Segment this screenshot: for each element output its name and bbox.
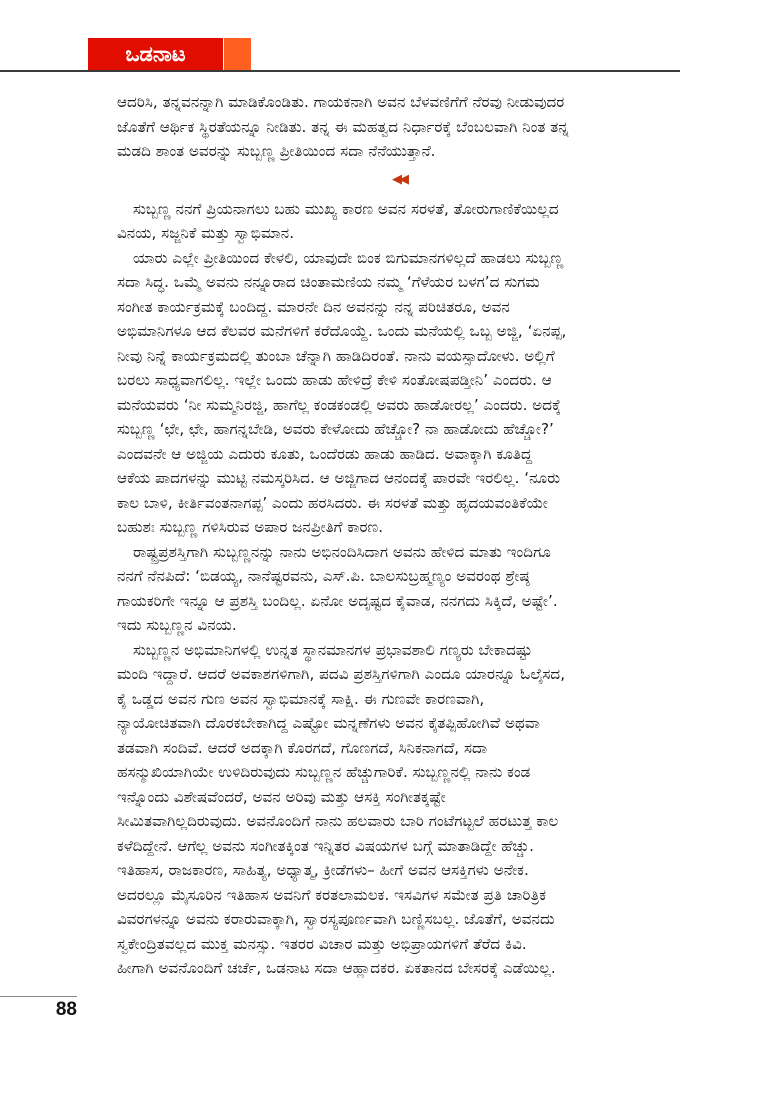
text-line: ಸುಬ್ಬಣ್ಣನ ಅಭಿಮಾನಿಗಳಲ್ಲಿ ಉನ್ನತ ಸ್ಥಾನಮಾನಗಳ ಪ್ರಭಾವಶಾಲಿ ಗಣ್ಯರು ಬೇಕಾದಷ್ಟು — [133, 640, 533, 659]
text-line: ಯಾರು ಎಲ್ಲೇ ಪ್ರೀತಿಯಿಂದ ಕೇಳಲಿ, ಯಾವುದೇ ಬಿಂಕ ಬಿಗುಮಾನಗಳಿಲ್ಲದೆ ಹಾಡಲು ಸುಬ್ಬಣ್ಣ — [133, 248, 564, 267]
text-line: ಹೀಗಾಗಿ ಅವನೊಂದಿಗೆ ಚರ್ಚೆ, ಒಡನಾಟ ಸದಾ ಆಹ್ಲಾದಕರ. ಏಕತಾನದ ಬೇಸರಕ್ಕೆ ಎಡೆಯಿಲ್ಲ. — [117, 959, 556, 977]
text-line: ನನಗೆ ನೆನಪಿದೆ: ‘ಬಿಡಯ್ಯ, ನಾನೆಷ್ಟರವನು, ಎಸ್.ಪಿ. ಬಾಲಸುಬ್ರಹ್ಮಣ್ಯಂ ಅವರಂಥ ಶ್ರೇಷ್ಠ — [117, 567, 530, 585]
text-line: ಬರಲು ಸಾಧ್ಯವಾಗಲಿಲ್ಲ. ಇಲ್ಲೇ ಒಂದು ಹಾಡು ಹೇಳಿದ್ರೆ ಕೇಳಿ ಸಂತೋಷಪಡ್ತೀನಿ’ ಎಂದರು. ಆ — [117, 371, 552, 389]
text-line: ಜೊತೆಗೆ ಆರ್ಥಿಕ ಸ್ಥಿರತೆಯನ್ನೂ ನೀಡಿತು. ತನ್ನ ಈ ಮಹತ್ವದ ನಿರ್ಧಾರಕ್ಕೆ ಬೆಂಬಲವಾಗಿ ನಿಂತ ತನ್ನ — [117, 117, 569, 136]
text-line: ಮಡದಿ ಶಾಂತ ಅವರನ್ನು ಸುಬ್ಬಣ್ಣ ಪ್ರೀತಿಯಿಂದ ಸದಾ ನೆನೆಯುತ್ತಾನೆ. — [117, 142, 436, 160]
text-line: ಕೈ ಒಡ್ಡದ ಅವನ ಗುಣ ಅವನ ಸ್ವಾಭಿಮಾನಕ್ಕೆ ಸಾಕ್ಷಿ. ಈ ಗುಣವೇ ಕಾರಣವಾಗಿ, — [117, 689, 485, 708]
text-line: ವಿವರಗಳನ್ನೂ ಅವನು ಕರಾರುವಾಕ್ಕಾಗಿ, ಸ್ವಾರಸ್ಯಪೂರ್ಣವಾಗಿ ಬಣ್ಣಿಸಬಲ್ಲ. ಜೊತೆಗೆ, ಅವನದು — [117, 910, 555, 928]
text-line: ವಿನಯ, ಸಜ್ಜನಿಕೆ ಮತ್ತು ಸ್ವಾಭಿಮಾನ. — [117, 224, 295, 242]
text-line: ಅಭಿಮಾನಿಗಳೂ ಆದ ಕೆಲವರ ಮನೆಗಳಿಗೆ ಕರೆದೊಯ್ದೆ. ಒಂದು ಮನೆಯಲ್ಲಿ ಒಬ್ಬ ಅಜ್ಜಿ, ‘ಏನಪ್ಪ, — [117, 322, 567, 340]
header-accent-block — [224, 38, 251, 71]
paragraph — [117, 197, 677, 246]
text-line: ಸುಬ್ಬಣ್ಣ ನನಗೆ ಪ್ರಿಯನಾಗಲು ಬಹು ಮುಖ್ಯ ಕಾರಣ ಅವನ ಸರಳತೆ, ತೋರುಗಾಣಿಕೆಯಿಲ್ಲದ — [133, 199, 559, 218]
text-line: ಅದರಲ್ಲೂ ಮೈಸೂರಿನ ಇತಿಹಾಸ ಅವನಿಗೆ ಕರತಲಾಮಲಕ. ಇಸವಿಗಳ ಸಮೇತ ಪ್ರತಿ ಚಾರಿತ್ರಿಕ — [117, 885, 547, 904]
text-line: ಆಕೆಯ ಪಾದಗಳನ್ನು ಮುಟ್ಟಿ ನಮಸ್ಕರಿಸಿದ. ಆ ಅಜ್ಜಿಗಾದ ಆನಂದಕ್ಕೆ ಪಾರವೇ ಇರಲಿಲ್ಲ. ‘ನೂರು — [117, 469, 561, 487]
text-line: ಸಂಗೀತ ಕಾರ್ಯಕ್ರಮಕ್ಕೆ ಬಂದಿದ್ದ. ಮಾರನೇ ದಿನ ಅವನನ್ನು ನನ್ನ ಪರಿಚಿತರೂ, ಅವನ — [117, 297, 510, 316]
section-title: ಒಡನಾಟ — [125, 42, 186, 66]
section-title-tab — [88, 38, 223, 71]
paragraph — [117, 90, 677, 164]
text-line: ನೀವು ನಿನ್ನೆ ಕಾರ್ಯಕ್ರಮದಲ್ಲಿ ತುಂಬಾ ಚೆನ್ನಾಗಿ ಹಾಡಿದಿರಂತೆ. ನಾನು ವಯಸ್ಸಾದೋಳು. ಅಲ್ಲಿಗೆ — [117, 346, 555, 365]
text-line: ಇನ್ನೊಂದು ವಿಶೇಷವೆಂದರೆ, ಅವನ ಅರಿವು ಮತ್ತು ಆಸಕ್ತಿ ಸಂಗೀತಕ್ಕಷ್ಟೇ — [117, 787, 446, 806]
footer-rule — [0, 996, 77, 997]
text-line: ಮಂದಿ ಇದ್ದಾರೆ. ಆದರೆ ಅವಕಾಶಗಳಿಗಾಗಿ, ಪದವಿ ಪ್ರಶಸ್ತಿಗಳಿಗಾಗಿ ಎಂದೂ ಯಾರನ್ನೂ ಓಲೈಸದ, — [117, 665, 566, 683]
section-divider — [117, 164, 677, 197]
text-line: ಇದು ಸುಬ್ಬಣ್ಣನ ವಿನಯ. — [117, 616, 237, 634]
text-line: ಇತಿಹಾಸ, ರಾಜಕಾರಣ, ಸಾಹಿತ್ಯ, ಅಧ್ಯಾತ್ಮ, ಕ್ರೀಡೆಗಳು– ಹೀಗೆ ಅವನ ಆಸಕ್ತಿಗಳು ಅನೇಕ. — [117, 861, 529, 879]
text-line: ನ್ಯಾಯೋಚಿತವಾಗಿ ದೊರಕಬೇಕಾಗಿದ್ದ ಎಷ್ಟೋ ಮನ್ನಣೆಗಳು ಅವನ ಕೈತಪ್ಪಿಹೋಗಿವೆ ಅಥವಾ — [117, 714, 540, 732]
text-line: ತಡವಾಗಿ ಸಂದಿವೆ. ಆದರೆ ಅದಕ್ಕಾಗಿ ಕೊರಗದೆ, ಗೊಣಗದೆ, ಸಿನಿಕನಾಗದೆ, ಸದಾ — [117, 738, 488, 757]
text-line: ಸೀಮಿತವಾಗಿಲ್ಲದಿರುವುದು. ಅವನೊಂದಿಗೆ ನಾನು ಹಲವಾರು ಬಾರಿ ಗಂಟೆಗಟ್ಟಲೆ ಹರಟುತ್ತ ಕಾಲ — [117, 812, 559, 830]
text-line: ರಾಷ್ಟ್ರಪ್ರಶಸ್ತಿಗಾಗಿ ಸುಬ್ಬಣ್ಣನನ್ನು ನಾನು ಅಭಿನಂದಿಸಿದಾಗ ಅವನು ಹೇಳಿದ ಮಾತು ಇಂದಿಗೂ — [133, 542, 551, 561]
text-line: ಮನೆಯವರು ‘ನೀ ಸುಮ್ಮನಿರಜ್ಜಿ, ಹಾಗೆಲ್ಲ ಕಂಡಕಂಡಲ್ಲಿ ಅವರು ಹಾಡೋರಲ್ಲ’ ಎಂದರು. ಅದಕ್ಕೆ — [117, 395, 561, 414]
page-number: 88 — [55, 999, 77, 1020]
text-line: ಸ್ವಕೇಂದ್ರಿತವಲ್ಲದ ಮುಕ್ತ ಮನಸ್ಸು. ಇತರರ ವಿಚಾರ ಮತ್ತು ಅಭಿಪ್ರಾಯಗಳಿಗೆ ತೆರೆದ ಕಿವಿ. — [117, 934, 527, 953]
text-line: ಹಸನ್ಮುಖಿಯಾಗಿಯೇ ಉಳಿದಿರುವುದು ಸುಬ್ಬಣ್ಣನ ಹೆಚ್ಚುಗಾರಿಕೆ. ಸುಬ್ಬಣ್ಣನಲ್ಲಿ ನಾನು ಕಂಡ — [117, 763, 531, 781]
text-line: ಬಹುಶಃ ಸುಬ್ಬಣ್ಣ ಗಳಿಸಿರುವ ಅಪಾರ ಜನಪ್ರೀತಿಗೆ ಕಾರಣ. — [117, 518, 384, 536]
text-line: ಆದರಿಸಿ, ತನ್ನವನನ್ನಾಗಿ ಮಾಡಿಕೊಂಡಿತು. ಗಾಯಕನಾಗಿ ಅವನ ಬೆಳವಣಿಗೆಗೆ ನೆರವು ನೀಡುವುದರ — [117, 93, 565, 111]
paragraph — [117, 246, 677, 540]
article-body — [117, 90, 677, 981]
header-rule — [0, 70, 680, 72]
text-line: ಎಂದವನೇ ಆ ಅಜ್ಜಿಯ ಎದುರು ಕೂತು, ಒಂದೆರಡು ಹಾಡು ಹಾಡಿದ. ಅವಾಕ್ಕಾಗಿ ಕೂತಿದ್ದ — [117, 444, 533, 463]
text-line: ಕಾಲ ಬಾಳಿ, ಕೀರ್ತಿವಂತನಾಗಪ್ಪ’ ಎಂದು ಹರಸಿದರು. ಈ ಸರಳತೆ ಮತ್ತು ಹೃದಯವಂತಿಕೆಯೇ — [117, 493, 548, 512]
paragraph — [117, 638, 677, 981]
paragraph — [117, 540, 677, 638]
text-line: ಕಳೆದಿದ್ದೇನೆ. ಆಗೆಲ್ಲ ಅವನು ಸಂಗೀತಕ್ಕಿಂತ ಇನ್ನಿತರ ವಿಷಯಗಳ ಬಗ್ಗೆ ಮಾತಾಡಿದ್ದೇ ಹೆಚ್ಚು. — [117, 836, 534, 855]
text-line: ಸದಾ ಸಿದ್ಧ. ಒಮ್ಮೆ ಅವನು ನನ್ನೂರಾದ ಚಿಂತಾಮಣಿಯ ನಮ್ಮ ‘ಗೆಳೆಯರ ಬಳಗ’ದ ಸುಗಮ — [117, 273, 540, 291]
text-line: ಸುಬ್ಬಣ್ಣ ‘ಛೇ, ಛೇ, ಹಾಗನ್ನಬೇಡಿ, ಅವರು ಕೇಳೋದು ಹೆಚ್ಚೋ? ನಾ ಹಾಡೋದು ಹೆಚ್ಚೋ?’ — [117, 420, 554, 438]
rewind-section-marker-icon: ◀◀ — [392, 171, 406, 187]
text-line: ಗಾಯಕರಿಗೇ ಇನ್ನೂ ಆ ಪ್ರಶಸ್ತಿ ಬಂದಿಲ್ಲ. ಏನೋ ಅದೃಷ್ಟದ ಕೈವಾಡ, ನನಗದು ಸಿಕ್ಕಿದೆ, ಅಷ್ಟೇ’. — [117, 591, 558, 610]
